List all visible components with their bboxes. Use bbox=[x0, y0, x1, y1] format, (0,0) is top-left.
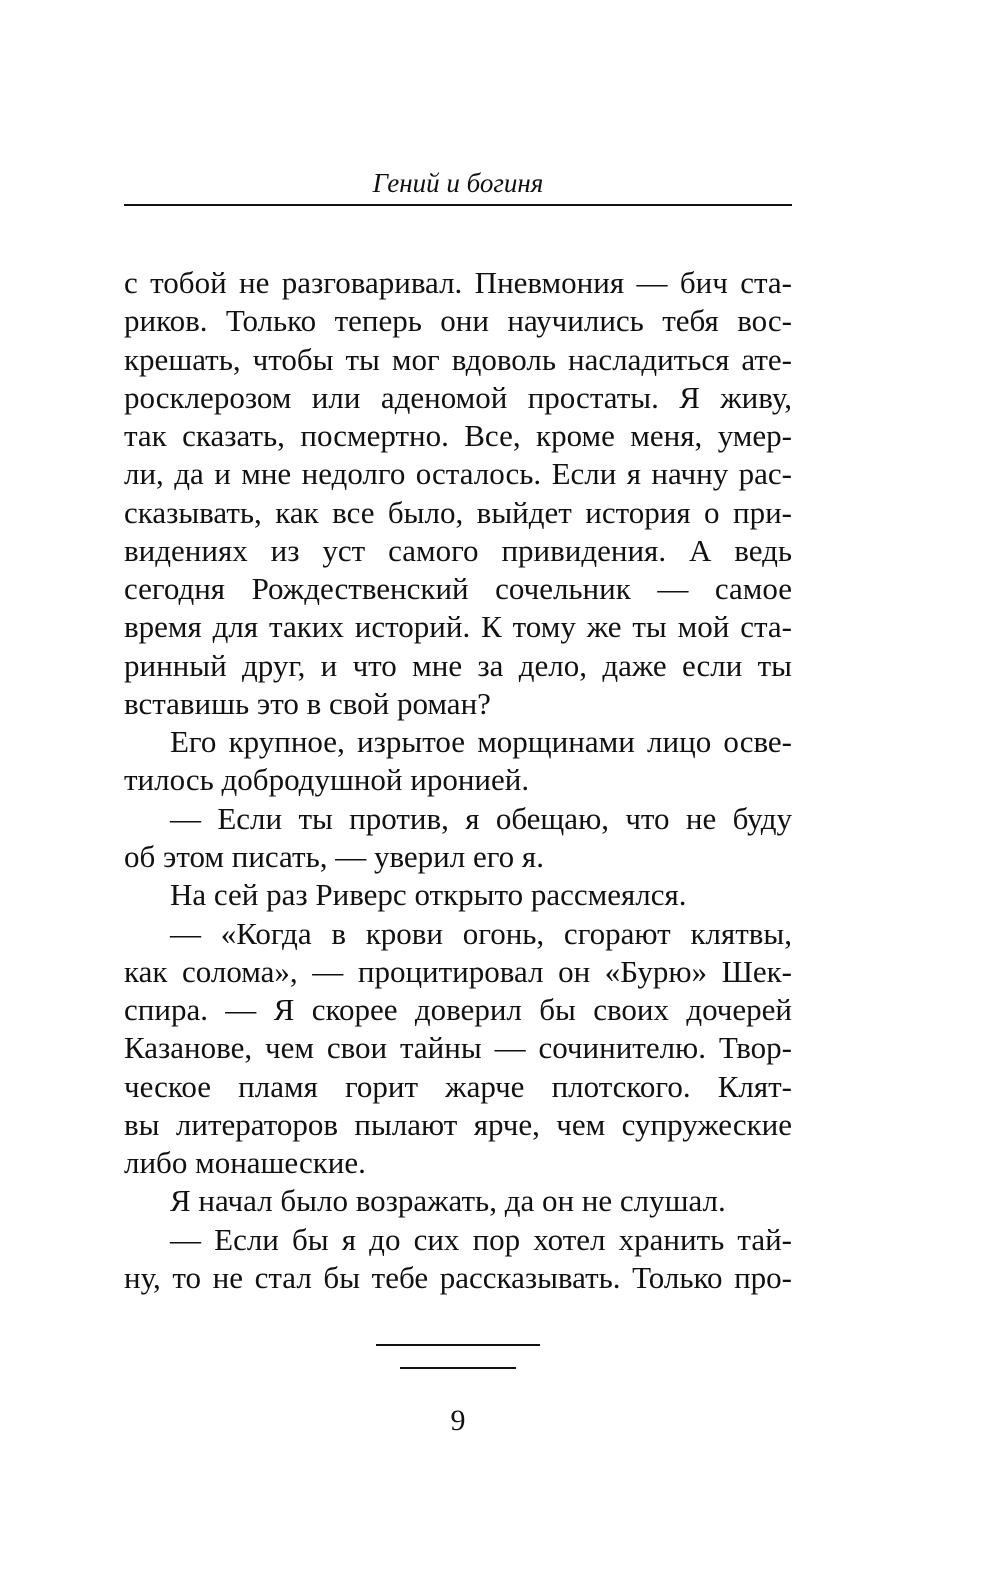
text-line: видениях из уст самого привидения. А ведь bbox=[124, 532, 792, 568]
text-line: Я начал было возражать, да он не слушал. bbox=[170, 1183, 726, 1219]
header-rule bbox=[124, 204, 792, 206]
text-line: На сей раз Риверс открыто рассмеялся. bbox=[170, 877, 687, 913]
text-line: тилось добродушной иронией. bbox=[124, 762, 530, 798]
text-line: Его крупное, изрытое морщинами лицо осве- bbox=[170, 724, 792, 760]
text-line: — Если бы я до сих пор хотел хранить тай- bbox=[170, 1221, 792, 1257]
text-line: с тобой не разговаривал. Пневмония — бич ста- bbox=[124, 265, 792, 300]
text-line: росклерозом или аденомой простаты. Я живу, bbox=[124, 379, 792, 415]
text-line: крешать, чтобы ты мог вдоволь насладиться ате- bbox=[124, 341, 792, 377]
text-line: — Если ты против, я обещаю, что не буду bbox=[170, 800, 792, 836]
footer-rule-bottom bbox=[400, 1367, 516, 1369]
page-number: 9 bbox=[450, 1404, 466, 1437]
text-line: ринный друг, и что мне за дело, даже если ты bbox=[124, 647, 792, 683]
text-line: — «Когда в крови огонь, сгорают клятвы, bbox=[170, 915, 792, 951]
text-line: ли, да и мне недолго осталось. Если я начну рас- bbox=[124, 456, 792, 492]
text-line: ческое пламя горит жарче плотского. Клят- bbox=[124, 1068, 792, 1104]
text-line: об этом писать, — уверил его я. bbox=[124, 838, 544, 874]
text-line: ну, то не стал бы тебе рассказывать. Только про- bbox=[124, 1259, 792, 1295]
text-line: либо монашеские. bbox=[124, 1145, 366, 1181]
text-line: Казанове, чем свои тайны — сочинителю. Твор- bbox=[124, 1030, 792, 1066]
text-line: как солома», — процитировал он «Бурю» Шек- bbox=[124, 953, 792, 989]
text-line: сегодня Рождественский сочельник — самое bbox=[124, 571, 792, 607]
text-line: сказывать, как все было, выйдет история о при- bbox=[124, 494, 792, 530]
running-head: Гений и богиня bbox=[372, 168, 544, 198]
footer-rule-top bbox=[376, 1344, 540, 1346]
text-line: вы литераторов пылают ярче, чем супружеские bbox=[124, 1106, 792, 1142]
text-line: вставишь это в свой роман? bbox=[124, 685, 491, 721]
text-line: спира. — Я скорее доверил бы своих дочерей bbox=[124, 992, 792, 1028]
text-line: риков. Только теперь они научились тебя вос- bbox=[124, 303, 792, 339]
body-text bbox=[124, 264, 792, 1297]
book-page bbox=[124, 0, 792, 1583]
text-line: так сказать, посмертно. Все, кроме меня, умер- bbox=[124, 418, 792, 454]
text-line: время для таких историй. К тому же ты мой ста- bbox=[124, 609, 792, 645]
